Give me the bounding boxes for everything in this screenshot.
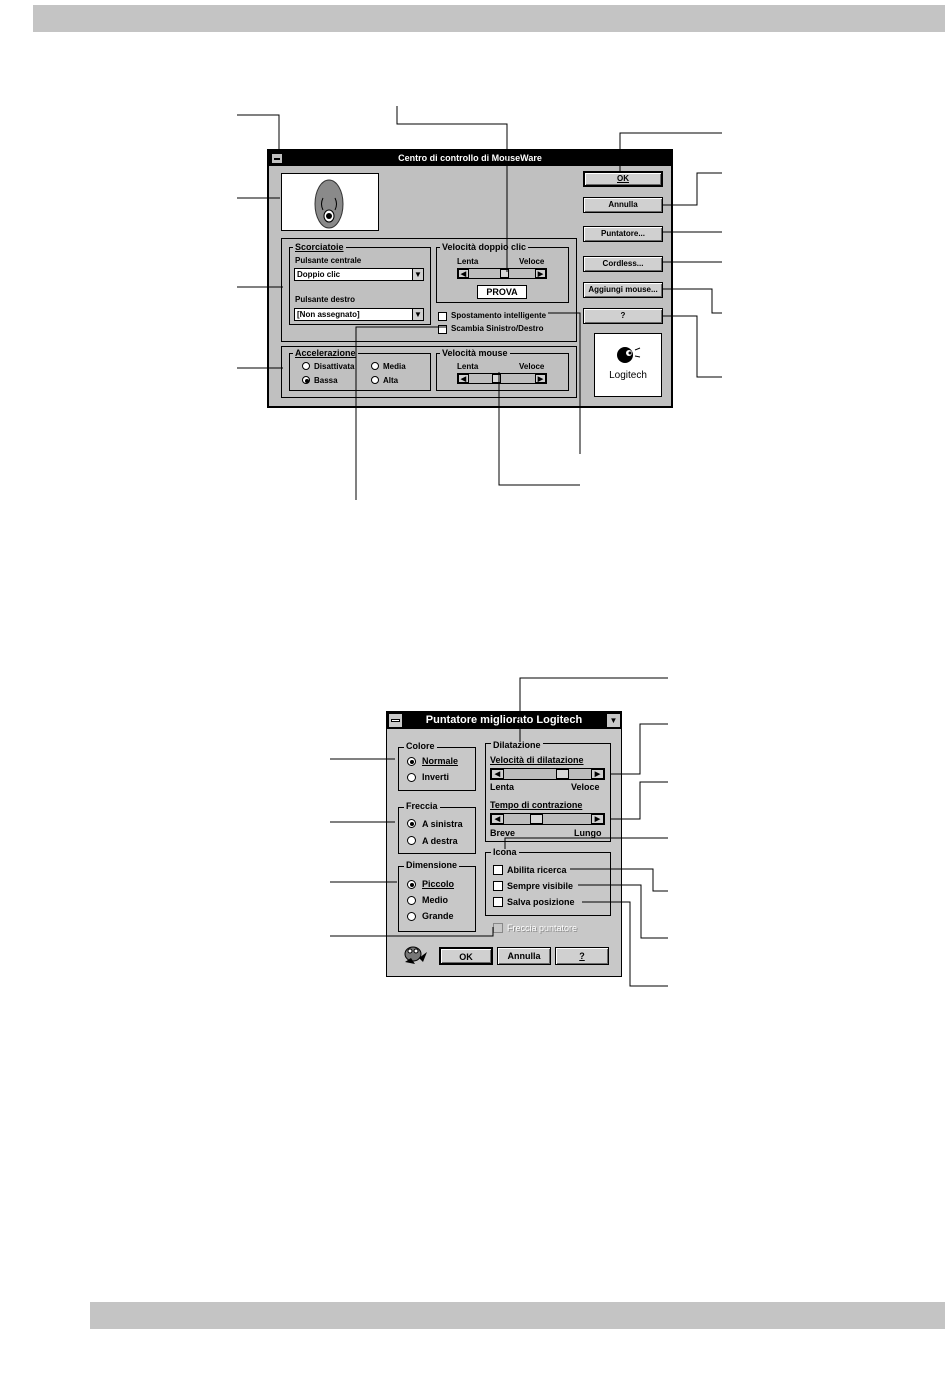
arrow-group-label: Freccia — [406, 801, 438, 811]
pointer-arrow-label: Freccia puntatore — [507, 923, 578, 933]
size-small-label: Piccolo — [422, 879, 455, 889]
enable-search-label: Abilita ricerca — [507, 865, 567, 875]
mouse-speed-fast-label: Veloce — [519, 362, 545, 371]
scroll-right-icon[interactable]: ▶ — [591, 814, 604, 824]
callout-lines-bottom — [0, 660, 950, 1000]
acceleration-group-label: Accelerazione — [295, 348, 356, 358]
smart-move-label: Spostamento intelligente — [451, 311, 547, 320]
contraction-long-label: Lungo — [574, 828, 602, 838]
help-button[interactable]: ? — [583, 308, 663, 324]
arrow-right-label: A destra — [422, 836, 458, 846]
ok-button[interactable]: OK — [439, 947, 493, 965]
scroll-left-icon[interactable]: ◀ — [458, 269, 469, 278]
shortcuts-group-label: Scorciatoie — [295, 242, 344, 252]
dilation-fast-label: Veloce — [571, 782, 600, 792]
middle-button-value: Doppio clic — [297, 270, 341, 279]
right-button-label: Pulsante destro — [295, 295, 356, 304]
dilation-slow-label: Lenta — [490, 782, 515, 792]
accel-low-label: Bassa — [314, 376, 338, 385]
color-group-label: Colore — [406, 741, 435, 751]
dilation-group-label: Dilatazione — [493, 740, 541, 750]
double-click-fast-label: Veloce — [519, 257, 545, 266]
callout-lines-top — [0, 0, 950, 520]
swap-buttons-label: Scambia Sinistro/Destro — [451, 324, 544, 333]
always-visible-label: Sempre visibile — [507, 881, 574, 891]
accel-off-label: Disattivata — [314, 362, 355, 371]
right-button-value: [Non assegnato] — [297, 310, 360, 319]
contraction-time-label: Tempo di contrazione — [490, 800, 583, 810]
scroll-right-icon[interactable]: ▶ — [591, 769, 604, 779]
dilation-speed-label: Velocità di dilatazione — [490, 755, 584, 765]
mouse-speed-group-label: Velocità mouse — [442, 348, 508, 358]
color-normal-label: Normale — [422, 756, 459, 766]
window-title: Centro di controllo di MouseWare — [398, 153, 542, 163]
middle-button-label: Pulsante centrale — [295, 256, 362, 265]
scroll-left-icon[interactable]: ◀ — [491, 814, 504, 824]
double-click-group-label: Velocità doppio clic — [442, 242, 527, 252]
save-position-label: Salva posizione — [507, 897, 575, 907]
minimize-icon[interactable]: ▼ — [606, 713, 621, 728]
scroll-left-icon[interactable]: ◀ — [491, 769, 504, 779]
size-group-label: Dimensione — [406, 860, 458, 870]
scroll-right-icon[interactable]: ▶ — [535, 269, 546, 278]
test-label: PROVA — [486, 287, 518, 297]
size-large-label: Grande — [422, 911, 454, 921]
accel-high-label: Alta — [383, 376, 399, 385]
mouse-speed-slow-label: Lenta — [457, 362, 479, 371]
window-title: Puntatore migliorato Logitech — [425, 714, 583, 726]
cancel-button[interactable]: Annulla — [583, 197, 663, 213]
accel-medium-label: Media — [383, 362, 406, 371]
chevron-down-icon[interactable]: ▼ — [412, 269, 423, 280]
pointer-button[interactable]: Puntatore... — [583, 226, 663, 242]
double-click-slow-label: Lenta — [457, 257, 479, 266]
cancel-button[interactable]: Annulla — [497, 947, 551, 965]
cordless-button[interactable]: Cordless... — [583, 256, 663, 272]
color-invert-label: Inverti — [422, 772, 450, 782]
arrow-left-label: A sinistra — [422, 819, 463, 829]
logitech-wordmark: Logitech — [609, 370, 647, 381]
contraction-short-label: Breve — [490, 828, 516, 838]
help-button[interactable]: ? — [555, 947, 609, 965]
page-footer-bar — [90, 1302, 945, 1329]
scroll-left-icon[interactable]: ◀ — [458, 374, 469, 383]
size-medium-label: Medio — [422, 895, 448, 905]
ok-button[interactable]: OK — [583, 171, 663, 187]
scroll-right-icon[interactable]: ▶ — [535, 374, 546, 383]
chevron-down-icon[interactable]: ▼ — [412, 309, 423, 320]
add-mouse-button[interactable]: Aggiungi mouse... — [583, 282, 663, 298]
icon-group-label: Icona — [493, 847, 517, 857]
